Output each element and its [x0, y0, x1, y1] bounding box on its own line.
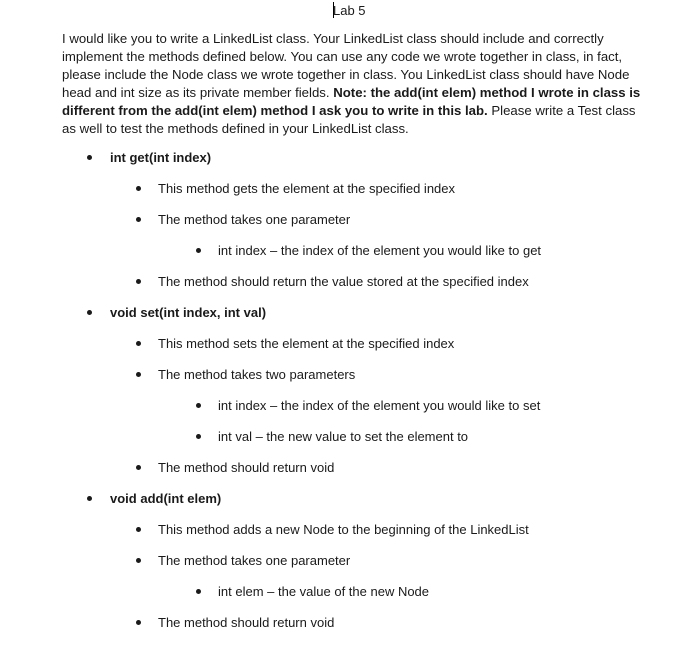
intro-text: I would like you to write a LinkedList class. Your LinkedList class should include and correctly implement the methods defined below. You can use any code we wrote together in class, in fact, please include the Node class we wrote together in class. You LinkedList class should have Node head and int size as its private member fields.	[62, 31, 630, 100]
document-title: Lab 5	[333, 3, 366, 18]
method-param: int index – the index of the element you would like to set	[218, 398, 541, 413]
method-signature: void set(int index, int val)	[110, 305, 267, 320]
method-signature: void add(int elem)	[110, 491, 222, 506]
method-return: The method should return void	[158, 460, 335, 475]
bullet-icon	[136, 372, 141, 377]
method-description: This method adds a new Node to the beginning of the LinkedList	[158, 522, 529, 537]
bullet-icon	[87, 496, 92, 501]
method-return: The method should return the value stored at the specified index	[158, 274, 529, 289]
intro-text-2: Please write a Test class as well to test the methods defined in your LinkedList class.	[62, 103, 636, 136]
method-description: This method sets the element at the specified index	[158, 336, 455, 351]
bullet-icon	[136, 527, 141, 532]
bullet-icon	[196, 403, 201, 408]
bullet-icon	[87, 310, 92, 315]
intro-note: Note: the add(int elem) method I wrote in class is different from the add(int elem) method I ask you to write in this lab.	[62, 85, 641, 118]
bullet-icon	[136, 186, 141, 191]
bullet-icon	[136, 279, 141, 284]
bullet-icon	[196, 434, 201, 439]
method-signature: int get(int index)	[110, 150, 212, 165]
bullet-icon	[136, 558, 141, 563]
method-description: This method gets the element at the specified index	[158, 181, 456, 196]
bullet-icon	[136, 217, 141, 222]
method-param: int elem – the value of the new Node	[218, 584, 430, 599]
method-params-label: The method takes one parameter	[158, 212, 351, 227]
method-params-label: The method takes one parameter	[158, 553, 351, 568]
bullet-icon	[136, 620, 141, 625]
bullet-icon	[196, 589, 201, 594]
bullet-icon	[136, 465, 141, 470]
method-return: The method should return void	[158, 615, 335, 630]
bullet-icon	[196, 248, 201, 253]
bullet-icon	[136, 341, 141, 346]
method-params-label: The method takes two parameters	[158, 367, 356, 382]
bullet-icon	[87, 155, 92, 160]
method-param: int val – the new value to set the element to	[218, 429, 469, 444]
method-param: int index – the index of the element you would like to get	[218, 243, 542, 258]
intro-paragraph	[62, 30, 646, 138]
